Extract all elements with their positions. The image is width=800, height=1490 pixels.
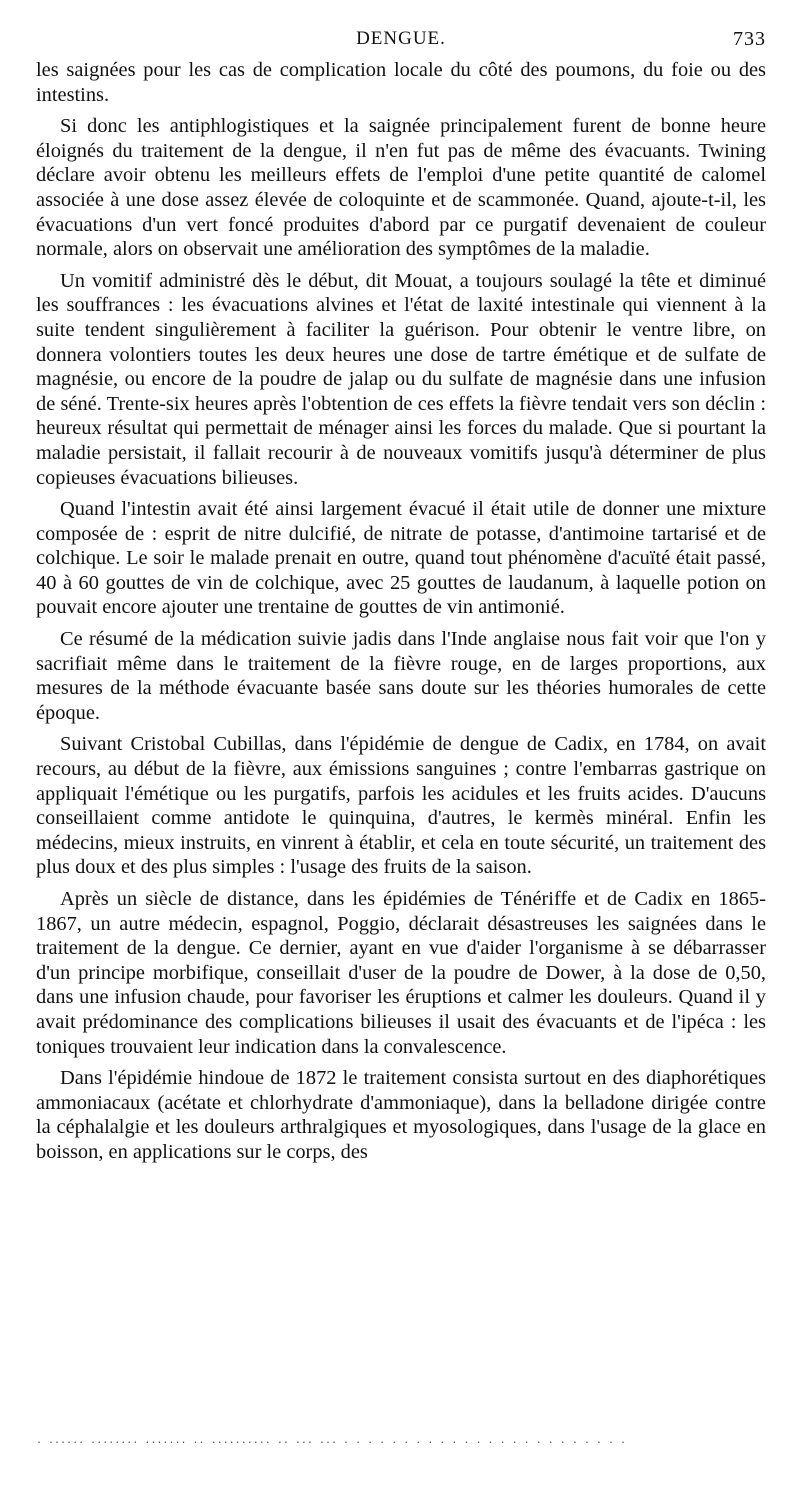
document-page	[36, 28, 766, 1172]
page-header	[36, 28, 766, 58]
paragraph-hindoue-1872: Dans l'épidémie hindoue de 1872 le traitement consista surtout en des diaphorétiques ammoniacaux (acétate et chlorhydrate d'ammoniaque), dans la belladone dirigée contre la céphalalgie et les douleurs arthralgiques et myosologiques, dans l'usage de la glace en boisson, en applications sur le corps, des	[36, 1067, 766, 1163]
paragraph-resume: Ce résumé de la médication suivie jadis dans l'Inde anglaise nous fait voir que l'on y sacrifiait même dans le traitement de la fièvre rouge, en de larges proportions, aux mesures de la méthode évacuante basée sans doute sur les théories humorales de cette époque.	[36, 628, 766, 724]
page-number: 733	[733, 28, 766, 50]
paragraph-evacuants: Si donc les antiphlogistiques et la saignée principalement furent de bonne heure éloignés du traitement de la dengue, il n'en fut pas de même des évacuants. Twining déclare avoir obtenu les meilleurs effets de l'emploi d'une petite quantité de calomel associée à une dose assez élevée de coloquinte et de scammonée. Quand, ajoute-t-il, les évacuations d'un vert foncé produites d'abord par ce purgatif devenaient de couleur normale, alors on observait une amélioration des symptômes de la maladie.	[36, 115, 766, 261]
body-text	[36, 58, 766, 1165]
paragraph-mixture: Quand l'intestin avait été ainsi largement évacué il était utile de donner une mixture composée de : esprit de nitre dulcifié, de nitrate de potasse, d'antimoine tartarisé et de colchique. Le soir le malade prenait en outre, quand tout phénomène d'acuïté était passé, 40 à 60 gouttes de vin de colchique, avec 25 gouttes de laudanum, à laquelle potion on pouvait encore ajouter une trentaine de gouttes de vin antimonié.	[36, 498, 766, 619]
running-title: DENGUE.	[356, 28, 446, 49]
paragraph-cubillas: Suivant Cristobal Cubillas, dans l'épidémie de dengue de Cadix, en 1784, on avait recours, au début de la fièvre, aux émissions sanguines ; contre l'embarras gastrique on appliquait l'émétique ou les purgatifs, parfois les acidules et les fruits acides. D'aucuns conseillaient comme antidote le quinquina, d'autres, le kermès minéral. Enfin les médecins, mieux instruits, en vinrent à établir, et cela en toute sécurité, un traitement des plus doux et des plus simples : l'usage des fruits de la saison.	[36, 733, 766, 879]
paragraph-mouat-vomitif: Un vomitif administré dès le début, dit Mouat, a toujours soulagé la tête et diminué les souffrances : les évacuations alvines et l'état de laxité intestinale qui viennent à la suite tendent singulièrement à faciliter la guérison. Pour obtenir le ventre libre, on donnera volontiers toutes les deux heures une dose de tartre émétique et de sulfate de magnésie, ou encore de la poudre de jalap ou du sulfate de magnésie dans une infusion de séné. Trente-six heures après l'obtention de ces effets la fièvre tendait vers son déclin : heureux résultat qui permettait de ménager ainsi les forces du malade. Que si pourtant la maladie persistait, il fallait recourir à de nouveaux vomitifs jusqu'à déterminer de plus copieuses évacuations bilieuses.	[36, 269, 766, 489]
footer-bleed-through-line: . ...... ........ ....... .. .......... .. ... ... . . . . . . . . . . . . . . . . . . . . . . . .	[36, 1438, 627, 1444]
paragraph-poggio: Après un siècle de distance, dans les épidémies de Ténériffe et de Cadix en 1865-1867, un autre médecin, espagnol, Poggio, déclarait désastreuses les saignées dans le traitement de la dengue. Ce dernier, ayant en vue d'aider l'organisme à se débarrasser d'un principe morbifique, conseillait d'user de la poudre de Dower, à la dose de 0,50, dans une infusion chaude, pour favoriser les éruptions et calmer les douleurs. Quand il y avait prédominance des complications bilieuses il usait des évacuants et de l'ipéca : les toniques trouvaient leur indication dans la convalescence.	[36, 888, 766, 1058]
paragraph-continuation: les saignées pour les cas de complication locale du côté des poumons, du foie ou des intestins.	[36, 59, 766, 106]
